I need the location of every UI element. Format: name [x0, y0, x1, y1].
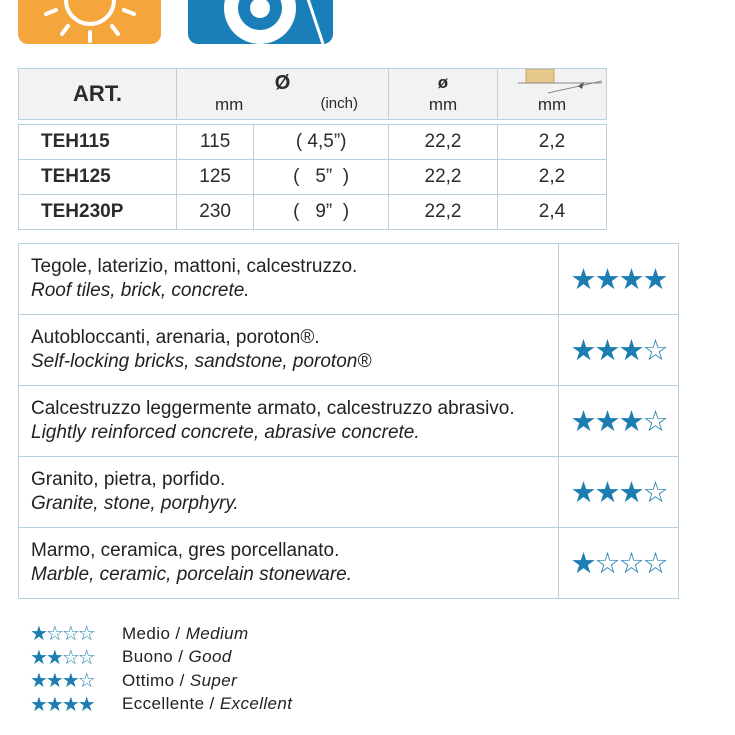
material-description — [19, 528, 559, 599]
cell-bore: 22,2 — [389, 195, 498, 230]
material-english: Roof tiles, brick, concrete. — [31, 280, 250, 301]
cutting-disc-icon-tile — [188, 0, 333, 44]
rating-stars: ★☆☆☆ — [559, 528, 679, 599]
specification-table — [18, 68, 607, 230]
material-description — [19, 244, 559, 315]
legend-label — [122, 694, 292, 714]
header-diameter — [177, 69, 389, 120]
rating-stars: ★★★★ — [559, 244, 679, 315]
material-description — [19, 315, 559, 386]
spec-header-row — [19, 69, 607, 120]
wood-plank-thickness-icon — [518, 69, 603, 101]
rating-legend — [30, 622, 292, 716]
cell-mm: 230 — [177, 195, 254, 230]
legend-italian: Buono — [122, 647, 174, 667]
sun-icon-tile — [18, 0, 161, 44]
material-row — [19, 244, 679, 315]
table-row — [19, 195, 607, 230]
material-english: Granite, stone, porphyry. — [31, 493, 239, 514]
materials-rating-table — [18, 243, 679, 599]
material-english: Self-locking bricks, sandstone, poroton® — [31, 351, 372, 372]
legend-item — [30, 622, 292, 646]
header-bore — [389, 69, 498, 120]
legend-italian: Medio — [122, 623, 171, 643]
cell-inch: ( 4,5”) — [254, 125, 389, 160]
cell-thickness: 2,2 — [498, 160, 607, 195]
material-description — [19, 386, 559, 457]
legend-item — [30, 646, 292, 670]
legend-separator: / — [204, 694, 220, 714]
legend-label — [122, 671, 237, 691]
cell-art: TEH115 — [19, 125, 177, 160]
header-art: ART. — [19, 69, 177, 120]
legend-english: Super — [189, 670, 238, 690]
material-row — [19, 386, 679, 457]
table-row — [19, 160, 607, 195]
header-thickness-unit: mm — [537, 95, 567, 114]
legend-stars: ★★★★ — [30, 693, 94, 716]
material-english: Lightly reinforced concrete, abrasive concrete. — [31, 422, 420, 443]
legend-label — [122, 647, 232, 667]
cell-inch: ( 5” ) — [254, 160, 389, 195]
cutting-disc-icon — [188, 0, 333, 44]
legend-english: Good — [188, 647, 232, 667]
cell-mm: 115 — [177, 125, 254, 160]
rating-stars: ★★★☆ — [559, 315, 679, 386]
header-thickness — [498, 69, 607, 120]
cell-bore: 22,2 — [389, 160, 498, 195]
cell-inch: ( 9” ) — [254, 195, 389, 230]
diameter-symbol: Ø — [274, 72, 291, 94]
rating-stars: ★★★☆ — [559, 386, 679, 457]
sun-icon — [18, 0, 161, 44]
cell-bore: 22,2 — [389, 125, 498, 160]
cell-art: TEH125 — [19, 160, 177, 195]
legend-item — [30, 669, 292, 693]
material-italian: Autobloccanti, arenaria, poroton®. — [31, 327, 320, 348]
legend-separator: / — [174, 670, 190, 690]
legend-italian: Eccellente — [122, 694, 205, 714]
cell-thickness: 2,4 — [498, 195, 607, 230]
header-bore-unit: mm — [428, 95, 458, 114]
cell-mm: 125 — [177, 160, 254, 195]
material-italian: Tegole, laterizio, mattoni, calcestruzzo. — [31, 256, 358, 277]
legend-stars: ★★☆☆ — [30, 646, 94, 669]
legend-italian: Ottimo — [122, 670, 175, 690]
legend-label — [122, 624, 249, 644]
header-mm: mm — [215, 95, 244, 114]
material-english: Marble, ceramic, porcelain stoneware. — [31, 564, 353, 585]
material-row — [19, 528, 679, 599]
legend-separator: / — [170, 623, 186, 643]
legend-english: Medium — [185, 623, 249, 643]
cell-thickness: 2,2 — [498, 125, 607, 160]
rating-stars: ★★★☆ — [559, 457, 679, 528]
legend-separator: / — [173, 647, 189, 667]
material-row — [19, 457, 679, 528]
material-italian: Granito, pietra, porfido. — [31, 469, 226, 490]
legend-english: Excellent — [219, 694, 293, 714]
material-italian: Calcestruzzo leggermente armato, calcestruzzo abrasivo. — [31, 398, 515, 419]
bore-symbol: ø — [437, 73, 449, 92]
table-row — [19, 125, 607, 160]
material-italian: Marmo, ceramica, gres porcellanato. — [31, 540, 340, 561]
cell-art: TEH230P — [19, 195, 177, 230]
legend-item — [30, 693, 292, 717]
legend-stars: ★☆☆☆ — [30, 623, 94, 646]
material-row — [19, 315, 679, 386]
material-description — [19, 457, 559, 528]
header-inch: (inch) — [320, 95, 358, 112]
legend-stars: ★★★☆ — [30, 670, 94, 693]
